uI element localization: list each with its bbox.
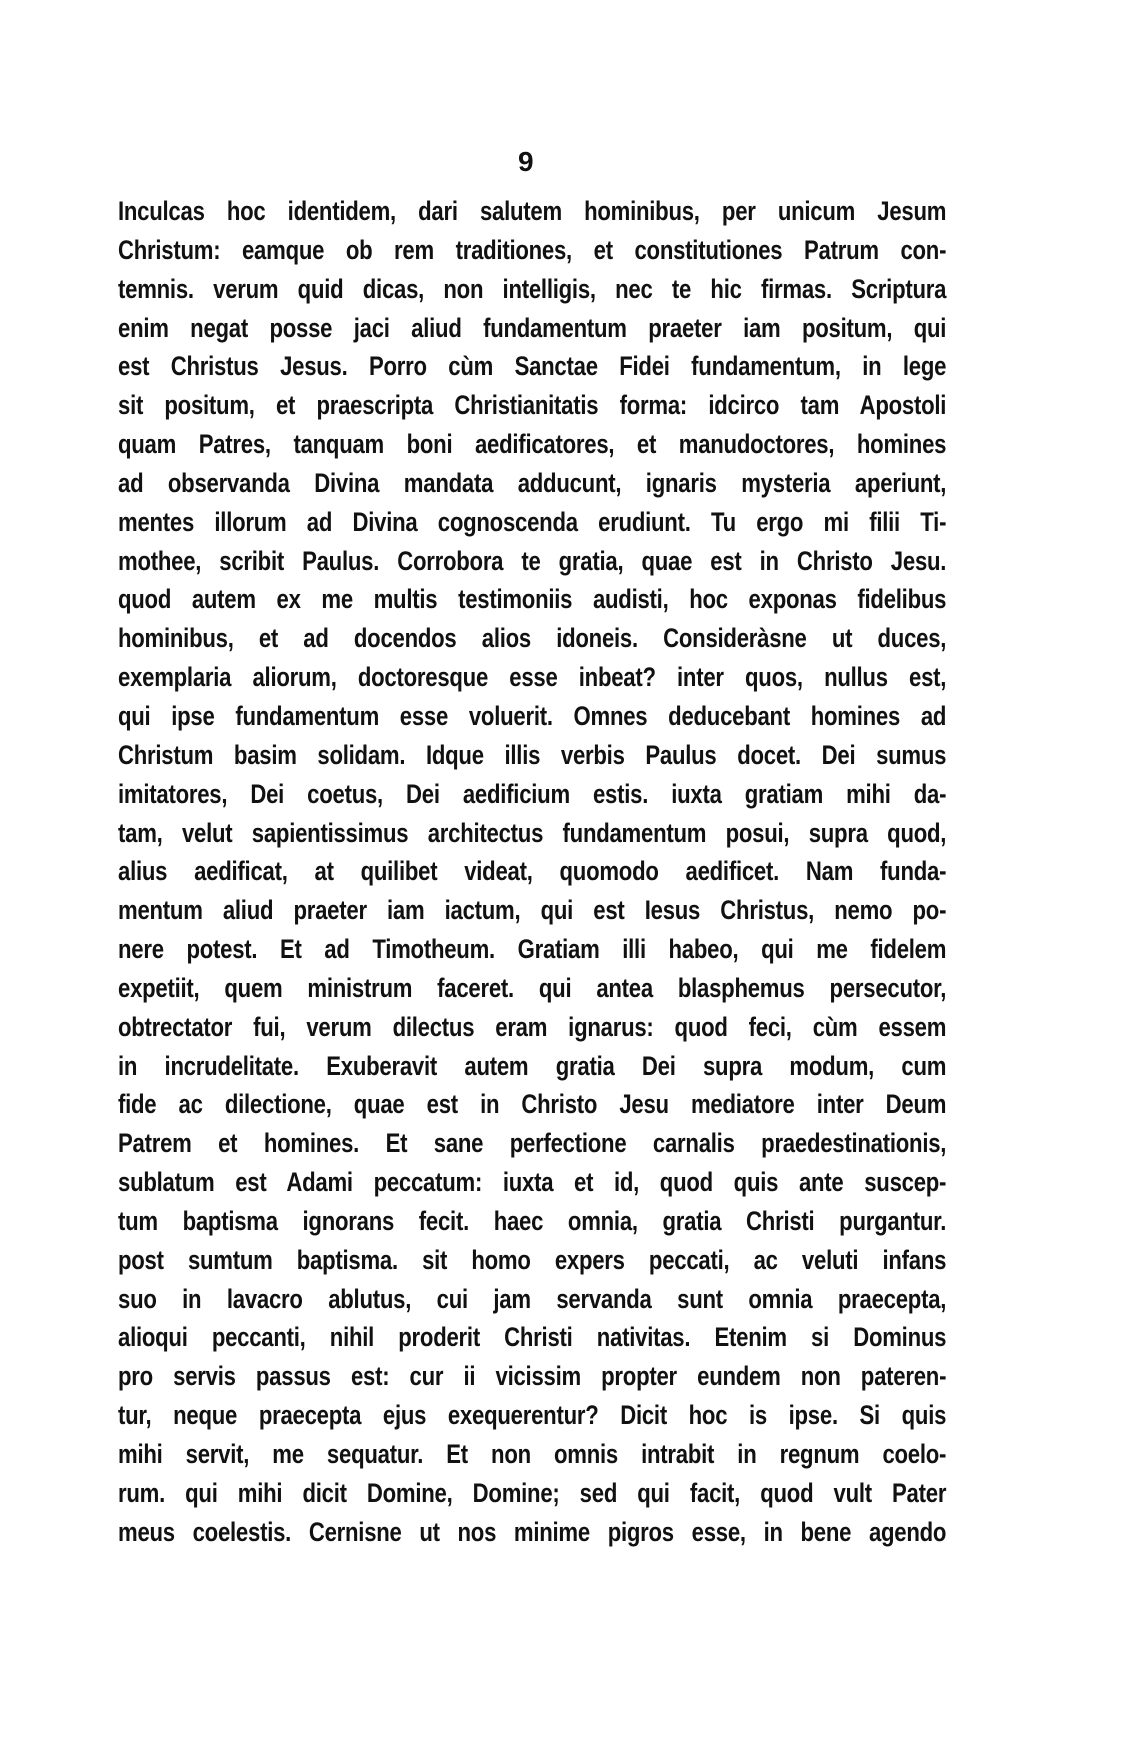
text-line: suo in lavacro ablutus, cui jam servanda sunt omnia praecepta, [118, 1283, 947, 1314]
text-line: mothee, scribit Paulus. Corrobora te gratia, quae est in Christo Jesu. [118, 545, 947, 576]
text-line: tum baptisma ignorans fecit. haec omnia, gratia Christi purgantur. [118, 1205, 947, 1236]
text-line: alioqui peccanti, nihil proderit Christi nativitas. Etenim si Dominus [118, 1322, 947, 1353]
text-line: quod autem ex me multis testimoniis audisti, hoc exponas fidelibus [118, 584, 947, 615]
text-line: post sumtum baptisma. sit homo expers peccati, ac veluti infans [118, 1244, 947, 1275]
text-line: temnis. verum quid dicas, non intelligis, nec te hic firmas. Scriptura [118, 273, 947, 304]
text-line: sit positum, et praescripta Christianitatis forma: idcirco tam Apostoli [118, 390, 947, 421]
text-line: tam, velut sapientissimus architectus fundamentum posui, supra quod, [118, 817, 947, 848]
text-line: Christum: eamque ob rem traditiones, et constitutiones Patrum con- [118, 234, 947, 265]
text-line: expetiit, quem ministrum faceret. qui antea blasphemus persecutor, [118, 972, 947, 1003]
text-line: meus coelestis. Cernisne ut nos minime pigros esse, in bene agendo [118, 1516, 947, 1547]
text-line: alius aedificat, at quilibet videat, quomodo aedificet. Nam funda- [118, 856, 947, 887]
text-line: exemplaria aliorum, doctoresque esse inbeat? inter quos, nullus est, [118, 662, 947, 693]
text-line: fide ac dilectione, quae est in Christo Jesu mediatore inter Deum [118, 1089, 947, 1120]
text-line: rum. qui mihi dicit Domine, Domine; sed qui facit, quod vult Pater [118, 1477, 947, 1508]
text-line: pro servis passus est: cur ii vicissim propter eundem non pateren- [118, 1361, 947, 1392]
text-line: mihi servit, me sequatur. Et non omnis intrabit in regnum coelo- [118, 1439, 947, 1469]
body-text [118, 192, 946, 1552]
text-line: Inculcas hoc identidem, dari salutem hominibus, per unicum Jesum [118, 196, 947, 226]
page-number: 9 [518, 146, 534, 177]
text-line: sublatum est Adami peccatum: iuxta et id, quod quis ante suscep- [118, 1167, 947, 1198]
text-line: nere potest. Et ad Timotheum. Gratiam illi habeo, qui me fidelem [118, 934, 947, 965]
text-line: ad observanda Divina mandata adducunt, ignaris mysteria aperiunt, [118, 467, 947, 498]
text-line: obtrectator fui, verum dilectus eram ignarus: quod feci, cùm essem [118, 1011, 947, 1042]
text-line: est Christus Jesus. Porro cùm Sanctae Fidei fundamentum, in lege [118, 351, 947, 382]
text-line: tur, neque praecepta ejus exequerentur? Dicit hoc is ipse. Si quis [118, 1400, 947, 1431]
text-line: Patrem et homines. Et sane perfectione carnalis praedestinationis, [118, 1128, 947, 1159]
text-line: qui ipse fundamentum esse voluerit. Omnes deducebant homines ad [118, 700, 947, 731]
text-line: imitatores, Dei coetus, Dei aedificium estis. iuxta gratiam mihi da- [118, 778, 947, 809]
text-line: hominibus, et ad docendos alios idoneis. Consideràsne ut duces, [118, 623, 947, 654]
text-line: in incrudelitate. Exuberavit autem gratia Dei supra modum, cum [118, 1050, 947, 1081]
text-line: mentum aliud praeter iam iactum, qui est Iesus Christus, nemo po- [118, 895, 947, 926]
text-line: Christum basim solidam. Idque illis verbis Paulus docet. Dei sumus [118, 739, 947, 770]
text-line: enim negat posse jaci aliud fundamentum praeter iam positum, qui [118, 312, 947, 343]
text-line: quam Patres, tanquam boni aedificatores, et manudoctores, homines [118, 429, 947, 460]
text-line: mentes illorum ad Divina cognoscenda erudiunt. Tu ergo mi filii Ti- [118, 506, 947, 537]
